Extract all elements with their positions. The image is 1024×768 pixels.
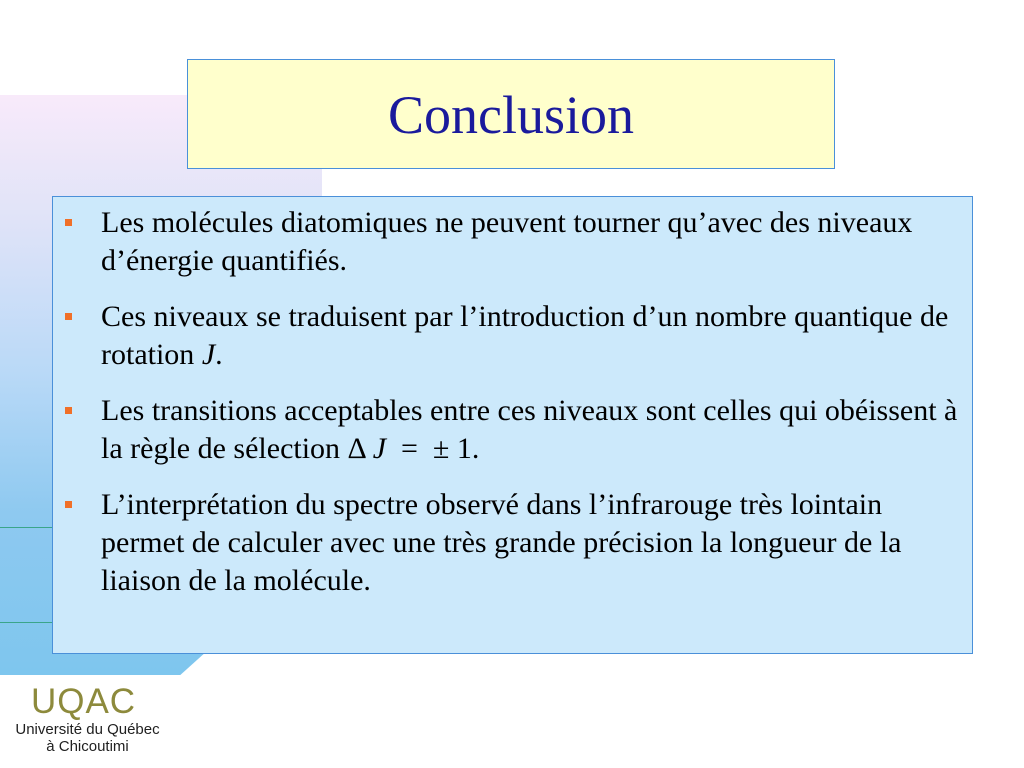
bullet-text: Les transitions acceptables entre ces niveaux sont celles qui obéissent à la règle de sélection Δ (101, 394, 965, 465)
bullet-text: Ces niveaux se traduisent par l’introduction d’un nombre quantique de rotation (101, 300, 956, 371)
bullet-text-italic: J (201, 338, 216, 371)
bullet-text: L’interprétation du spectre observé dans l’infrarouge très lointain permet de calculer avec une très grande précision la longueur de la liaison de la molécule. (101, 488, 909, 597)
bullet-list (53, 204, 972, 618)
logo-line-1: Université du Québec (15, 721, 160, 738)
content-box (52, 196, 973, 654)
title-box (187, 59, 835, 169)
square-bullet-icon (65, 219, 72, 226)
slide-title: Conclusion (387, 85, 634, 145)
bullet-text: . (215, 338, 223, 371)
square-bullet-icon (65, 501, 72, 508)
bullet-item (53, 486, 972, 600)
square-bullet-icon (65, 313, 72, 320)
bullet-text-italic: J (372, 432, 387, 465)
bullet-text: Les molécules diatomiques ne peuvent tourner qu’avec des niveaux d’énergie quantifiés. (101, 206, 920, 277)
background-divider-line (0, 622, 60, 623)
square-bullet-icon (65, 407, 72, 414)
bullet-item (53, 392, 972, 468)
uqac-logo (0, 683, 175, 768)
logo-name: UQAC (30, 682, 137, 721)
bullet-text: = ± 1. (386, 432, 480, 465)
background-divider-line (0, 527, 60, 528)
logo-line-2: à Chicoutimi (46, 738, 129, 755)
bullet-item (53, 298, 972, 374)
bullet-item (53, 204, 972, 280)
